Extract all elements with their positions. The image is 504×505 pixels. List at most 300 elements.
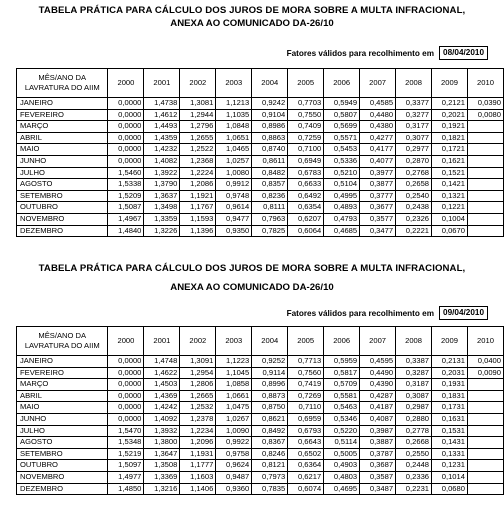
factor-cell: 1,3647 (144, 448, 180, 460)
month-cell: NOVEMBRO (17, 213, 108, 225)
factor-cell: 0,7825 (252, 225, 288, 237)
factor-cell: 0,4177 (360, 144, 396, 156)
factor-cell: 0,9748 (216, 190, 252, 202)
factor-cell: 1,0090 (216, 425, 252, 437)
table-row (17, 132, 504, 144)
factor-cell: 0,4903 (324, 460, 360, 472)
factor-cell: 0,4087 (360, 413, 396, 425)
factor-cell: 1,0651 (216, 132, 252, 144)
year-column-header: 2009 (432, 327, 468, 356)
factor-cell: 0,0000 (108, 356, 144, 368)
factor-cell: 0,3277 (396, 109, 432, 121)
factor-cell: 0,2668 (396, 437, 432, 449)
factor-cell: 0,6793 (288, 425, 324, 437)
factor-cell: 0,5220 (324, 425, 360, 437)
table-subtitle: ANEXA AO COMUNICADO DA-26/10 (170, 18, 334, 29)
table-row (17, 190, 504, 202)
factor-cell: 1,5209 (108, 190, 144, 202)
factor-cell: 1,0267 (216, 413, 252, 425)
month-cell: JUNHO (17, 155, 108, 167)
year-column-header: 2006 (324, 327, 360, 356)
factor-cell: 0,7550 (288, 109, 324, 121)
factor-cell: 0,2121 (432, 98, 468, 110)
factor-cell: 0,5463 (324, 402, 360, 414)
factor-cell: 0,4595 (360, 356, 396, 368)
factor-cell: 1,3922 (144, 167, 180, 179)
factor-cell: 0,2880 (396, 413, 432, 425)
month-cell: DEZEMBRO (17, 483, 108, 495)
factor-cell: 0,6074 (288, 483, 324, 495)
factor-cell: 0,1004 (432, 213, 468, 225)
factor-cell: 0,3787 (360, 448, 396, 460)
factor-cell: 0,5699 (324, 121, 360, 133)
factor-cell: 0,2870 (396, 155, 432, 167)
factor-cell: 0,1821 (432, 132, 468, 144)
factor-cell: 0,4480 (360, 109, 396, 121)
factor-cell (467, 390, 503, 402)
factor-cell: 0,3987 (360, 425, 396, 437)
month-cell: AGOSTO (17, 437, 108, 449)
factor-cell: 0,8482 (252, 167, 288, 179)
table-section-1 (0, 4, 504, 235)
factor-cell: 0,3577 (360, 213, 396, 225)
factor-cell: 0,4077 (360, 155, 396, 167)
factor-cell: 0,8492 (252, 425, 288, 437)
factor-cell: 1,3369 (144, 471, 180, 483)
factor-cell: 0,4390 (360, 379, 396, 391)
table-row (17, 121, 504, 133)
year-column-header: 2007 (360, 69, 396, 98)
factor-cell: 1,0475 (216, 402, 252, 414)
table-row (17, 402, 504, 414)
factor-cell: 0,4893 (324, 202, 360, 214)
factor-cell: 1,2796 (180, 121, 216, 133)
factor-cell: 0,7409 (288, 121, 324, 133)
factor-cell: 1,1777 (180, 460, 216, 472)
factor-cell: 0,6217 (288, 471, 324, 483)
factor-cell: 0,8111 (252, 202, 288, 214)
factor-cell: 0,5336 (324, 155, 360, 167)
factor-cell: 0,5346 (324, 413, 360, 425)
factor-cell: 0,6633 (288, 179, 324, 191)
factor-cell: 0,8750 (252, 402, 288, 414)
factor-cell (467, 483, 503, 495)
factor-cell: 0,6207 (288, 213, 324, 225)
table-title: TABELA PRÁTICA PARA CÁLCULO DOS JUROS DE MORA SOBRE A MULTA INFRACIONAL, (38, 5, 466, 16)
factor-cell: 0,6364 (288, 460, 324, 472)
factor-cell: 0,8357 (252, 179, 288, 191)
table-row (17, 425, 504, 437)
factor-cell: 1,1396 (180, 225, 216, 237)
factor-cell: 1,1406 (180, 483, 216, 495)
year-column-header: 2010 (467, 327, 503, 356)
factor-cell: 1,4967 (108, 213, 144, 225)
factor-cell: 1,4359 (144, 132, 180, 144)
factor-cell: 0,8367 (252, 437, 288, 449)
factor-cell: 0,7835 (252, 483, 288, 495)
factor-cell: 0,3887 (360, 437, 396, 449)
factor-cell: 0,1921 (432, 121, 468, 133)
factor-cell (467, 121, 503, 133)
year-column-header: 2010 (467, 69, 503, 98)
factor-cell: 0,4187 (360, 402, 396, 414)
factor-cell: 1,4748 (144, 356, 180, 368)
interest-factor-table (16, 326, 504, 495)
factor-cell: 1,2234 (180, 425, 216, 437)
month-header-line1: MÊS/ANO DA (38, 73, 87, 82)
factor-cell: 0,0000 (108, 132, 144, 144)
factor-cell: 0,6064 (288, 225, 324, 237)
factor-cell: 0,6492 (288, 190, 324, 202)
month-header-line2: LAVRATURA DO AIIM (24, 341, 100, 350)
table-section-2 (0, 262, 504, 493)
factor-cell: 0,3077 (396, 132, 432, 144)
factor-cell: 0,6354 (288, 202, 324, 214)
factor-cell: 0,6502 (288, 448, 324, 460)
factor-cell: 0,9252 (252, 356, 288, 368)
factor-cell: 0,1231 (432, 460, 468, 472)
factor-cell: 0,9487 (216, 471, 252, 483)
factor-cell: 1,0848 (216, 121, 252, 133)
table-row (17, 179, 504, 191)
table-row (17, 155, 504, 167)
validity-date: 09/04/2010 (439, 306, 488, 320)
factor-cell: 1,2655 (180, 132, 216, 144)
month-header-line2: LAVRATURA DO AIIM (24, 83, 100, 92)
factor-cell (467, 448, 503, 460)
factor-cell: 0,4695 (324, 483, 360, 495)
factor-cell: 1,5219 (108, 448, 144, 460)
factor-cell: 0,0000 (108, 379, 144, 391)
factor-cell: 0,3487 (360, 483, 396, 495)
month-cell: NOVEMBRO (17, 471, 108, 483)
factor-cell: 0,8996 (252, 379, 288, 391)
factor-cell: 0,2021 (432, 109, 468, 121)
factor-cell: 0,2778 (396, 425, 432, 437)
factor-cell: 0,7973 (252, 471, 288, 483)
factor-cell: 0,1631 (432, 413, 468, 425)
factor-cell: 0,0000 (108, 144, 144, 156)
factor-cell: 0,1331 (432, 448, 468, 460)
month-cell: AGOSTO (17, 179, 108, 191)
factor-cell: 1,2954 (180, 367, 216, 379)
factor-cell: 0,3387 (396, 356, 432, 368)
table-row (17, 225, 504, 237)
factor-cell: 1,4977 (108, 471, 144, 483)
factor-cell: 0,4995 (324, 190, 360, 202)
factor-cell: 1,4242 (144, 402, 180, 414)
factor-cell: 0,5709 (324, 379, 360, 391)
factor-cell: 1,0661 (216, 390, 252, 402)
factor-cell: 1,4493 (144, 121, 180, 133)
factor-cell: 0,8121 (252, 460, 288, 472)
factor-cell: 1,3081 (180, 98, 216, 110)
table-row (17, 356, 504, 368)
factor-cell: 0,9758 (216, 448, 252, 460)
factor-cell (467, 425, 503, 437)
year-column-header: 2005 (288, 69, 324, 98)
factor-cell: 1,2522 (180, 144, 216, 156)
factor-cell: 0,5571 (324, 132, 360, 144)
factor-cell: 0,5949 (324, 98, 360, 110)
factor-cell: 0,2658 (396, 179, 432, 191)
factor-cell: 0,9614 (216, 202, 252, 214)
factor-cell: 0,7560 (288, 367, 324, 379)
factor-cell: 0,9912 (216, 179, 252, 191)
table-row (17, 167, 504, 179)
factor-cell: 1,0257 (216, 155, 252, 167)
year-column-header: 2003 (216, 69, 252, 98)
factor-cell: 0,9114 (252, 367, 288, 379)
factor-cell (467, 225, 503, 237)
factor-cell: 1,1045 (216, 367, 252, 379)
factor-cell: 0,8986 (252, 121, 288, 133)
factor-cell: 0,6959 (288, 413, 324, 425)
factor-cell: 0,0000 (108, 413, 144, 425)
factor-cell: 0,3187 (396, 379, 432, 391)
factor-cell: 0,6783 (288, 167, 324, 179)
month-cell: JULHO (17, 167, 108, 179)
factor-cell: 0,3677 (360, 202, 396, 214)
factor-cell: 0,7963 (252, 213, 288, 225)
year-column-header: 2000 (108, 327, 144, 356)
factor-cell: 1,4092 (144, 413, 180, 425)
factor-cell: 0,4585 (360, 98, 396, 110)
factor-cell: 1,5460 (108, 167, 144, 179)
factor-cell: 1,2086 (180, 179, 216, 191)
factor-cell: 1,1931 (180, 448, 216, 460)
factor-cell: 1,4738 (144, 98, 180, 110)
factor-cell: 1,3800 (144, 437, 180, 449)
factor-cell: 1,2368 (180, 155, 216, 167)
factor-cell: 1,2224 (180, 167, 216, 179)
factor-cell: 1,3091 (180, 356, 216, 368)
factor-cell: 0,3687 (360, 460, 396, 472)
factor-cell: 0,3777 (360, 190, 396, 202)
factor-cell: 0,1014 (432, 471, 468, 483)
factor-cell: 1,1603 (180, 471, 216, 483)
factor-cell: 1,4369 (144, 390, 180, 402)
month-cell: MAIO (17, 402, 108, 414)
factor-cell: 0,9360 (216, 483, 252, 495)
factor-cell: 1,0080 (216, 167, 252, 179)
factor-cell: 0,2031 (432, 367, 468, 379)
factor-cell: 0,7713 (288, 356, 324, 368)
factor-cell: 0,1521 (432, 167, 468, 179)
year-column-header: 2003 (216, 327, 252, 356)
factor-cell: 0,2231 (396, 483, 432, 495)
factor-cell: 0,0400 (467, 356, 503, 368)
factor-cell: 1,3216 (144, 483, 180, 495)
table-row (17, 471, 504, 483)
factor-cell: 0,1721 (432, 144, 468, 156)
month-column-header (17, 69, 108, 98)
header-row (17, 327, 504, 356)
factor-cell: 0,0080 (467, 109, 503, 121)
month-header-line1: MÊS/ANO DA (38, 331, 87, 340)
factor-cell: 0,2336 (396, 471, 432, 483)
factor-cell: 0,5807 (324, 109, 360, 121)
factor-cell: 0,3877 (360, 179, 396, 191)
factor-cell: 0,0670 (432, 225, 468, 237)
factor-cell: 0,9624 (216, 460, 252, 472)
month-cell: SETEMBRO (17, 190, 108, 202)
factor-cell: 0,2987 (396, 402, 432, 414)
factor-cell: 0,1431 (432, 437, 468, 449)
factor-cell: 0,7100 (288, 144, 324, 156)
factor-cell: 0,8611 (252, 155, 288, 167)
year-column-header: 2002 (180, 69, 216, 98)
year-column-header: 2004 (252, 327, 288, 356)
month-cell: OUTUBRO (17, 202, 108, 214)
factor-cell: 0,2540 (396, 190, 432, 202)
factor-cell: 1,4503 (144, 379, 180, 391)
month-cell: DEZEMBRO (17, 225, 108, 237)
factor-cell: 1,4850 (108, 483, 144, 495)
factor-cell: 0,9350 (216, 225, 252, 237)
factor-cell: 0,0390 (467, 98, 503, 110)
factor-cell (467, 379, 503, 391)
factor-cell: 0,3087 (396, 390, 432, 402)
factor-cell: 1,4082 (144, 155, 180, 167)
factor-cell (467, 167, 503, 179)
factor-cell: 1,3637 (144, 190, 180, 202)
factor-cell: 1,2532 (180, 402, 216, 414)
factor-cell: 0,5817 (324, 367, 360, 379)
year-column-header: 2005 (288, 327, 324, 356)
factor-cell: 0,4803 (324, 471, 360, 483)
factor-cell: 0,5104 (324, 179, 360, 191)
month-cell: JANEIRO (17, 98, 108, 110)
factor-cell: 0,0000 (108, 121, 144, 133)
factor-cell: 0,9922 (216, 437, 252, 449)
year-column-header: 2007 (360, 327, 396, 356)
month-cell: ABRIL (17, 132, 108, 144)
year-column-header: 2001 (144, 327, 180, 356)
validity-line (287, 306, 488, 320)
factor-cell: 0,8863 (252, 132, 288, 144)
factor-cell: 0,8873 (252, 390, 288, 402)
factor-cell (467, 155, 503, 167)
factor-cell: 0,0000 (108, 98, 144, 110)
factor-cell: 0,1621 (432, 155, 468, 167)
table-subtitle: ANEXA AO COMUNICADO DA-26/10 (170, 282, 334, 293)
factor-cell: 1,1593 (180, 213, 216, 225)
factor-cell: 1,5470 (108, 425, 144, 437)
table-row (17, 448, 504, 460)
factor-cell (467, 471, 503, 483)
factor-cell: 1,3359 (144, 213, 180, 225)
factor-cell: 0,2448 (396, 460, 432, 472)
factor-cell: 0,3477 (360, 225, 396, 237)
month-cell: FEVEREIRO (17, 109, 108, 121)
factor-cell: 1,0858 (216, 379, 252, 391)
year-column-header: 2009 (432, 69, 468, 98)
factor-cell: 0,2550 (396, 448, 432, 460)
factor-cell: 0,4277 (360, 132, 396, 144)
factor-cell: 1,3226 (144, 225, 180, 237)
factor-cell (467, 132, 503, 144)
factor-cell: 1,2378 (180, 413, 216, 425)
factor-cell: 0,0680 (432, 483, 468, 495)
factor-cell: 0,3287 (396, 367, 432, 379)
factor-cell (467, 437, 503, 449)
factor-cell: 0,9242 (252, 98, 288, 110)
factor-cell (467, 202, 503, 214)
table-row (17, 379, 504, 391)
factor-cell: 0,5005 (324, 448, 360, 460)
factor-cell: 0,0000 (108, 402, 144, 414)
factor-cell (467, 144, 503, 156)
factor-cell: 0,4490 (360, 367, 396, 379)
factor-cell: 0,5581 (324, 390, 360, 402)
factor-cell: 0,6643 (288, 437, 324, 449)
factor-cell: 1,0465 (216, 144, 252, 156)
month-cell: SETEMBRO (17, 448, 108, 460)
factor-cell: 0,2131 (432, 356, 468, 368)
factor-cell: 1,1921 (180, 190, 216, 202)
factor-cell: 1,1767 (180, 202, 216, 214)
factor-cell: 1,3498 (144, 202, 180, 214)
factor-cell: 0,1931 (432, 379, 468, 391)
month-cell: ABRIL (17, 390, 108, 402)
factor-cell: 1,3790 (144, 179, 180, 191)
factor-cell: 0,7703 (288, 98, 324, 110)
factor-cell: 1,2944 (180, 109, 216, 121)
month-cell: JULHO (17, 425, 108, 437)
factor-cell (467, 413, 503, 425)
table-row (17, 460, 504, 472)
month-column-header (17, 327, 108, 356)
factor-cell: 0,5114 (324, 437, 360, 449)
table-row (17, 109, 504, 121)
factor-cell: 0,2768 (396, 167, 432, 179)
year-column-header: 2001 (144, 69, 180, 98)
factor-cell (467, 460, 503, 472)
table-row (17, 202, 504, 214)
year-column-header: 2008 (396, 69, 432, 98)
factor-cell: 1,5338 (108, 179, 144, 191)
table-row (17, 483, 504, 495)
factor-cell: 0,0000 (108, 367, 144, 379)
year-column-header: 2004 (252, 69, 288, 98)
factor-cell: 1,3508 (144, 460, 180, 472)
factor-cell (467, 179, 503, 191)
factor-cell: 0,4685 (324, 225, 360, 237)
factor-cell: 0,6949 (288, 155, 324, 167)
header-row (17, 69, 504, 98)
factor-cell: 0,1421 (432, 179, 468, 191)
factor-cell: 0,2326 (396, 213, 432, 225)
factor-cell: 0,8246 (252, 448, 288, 460)
factor-cell: 0,4793 (324, 213, 360, 225)
validity-date: 08/04/2010 (439, 46, 488, 60)
factor-cell: 0,1731 (432, 402, 468, 414)
month-cell: MARÇO (17, 379, 108, 391)
factor-cell: 0,7269 (288, 390, 324, 402)
factor-cell: 1,4232 (144, 144, 180, 156)
factor-cell: 1,4840 (108, 225, 144, 237)
factor-cell: 0,3177 (396, 121, 432, 133)
factor-cell (467, 402, 503, 414)
factor-cell: 1,2096 (180, 437, 216, 449)
factor-cell: 0,1831 (432, 390, 468, 402)
factor-cell: 0,3377 (396, 98, 432, 110)
factor-cell: 0,2221 (396, 225, 432, 237)
month-cell: JUNHO (17, 413, 108, 425)
table-row (17, 98, 504, 110)
factor-cell: 1,1035 (216, 109, 252, 121)
